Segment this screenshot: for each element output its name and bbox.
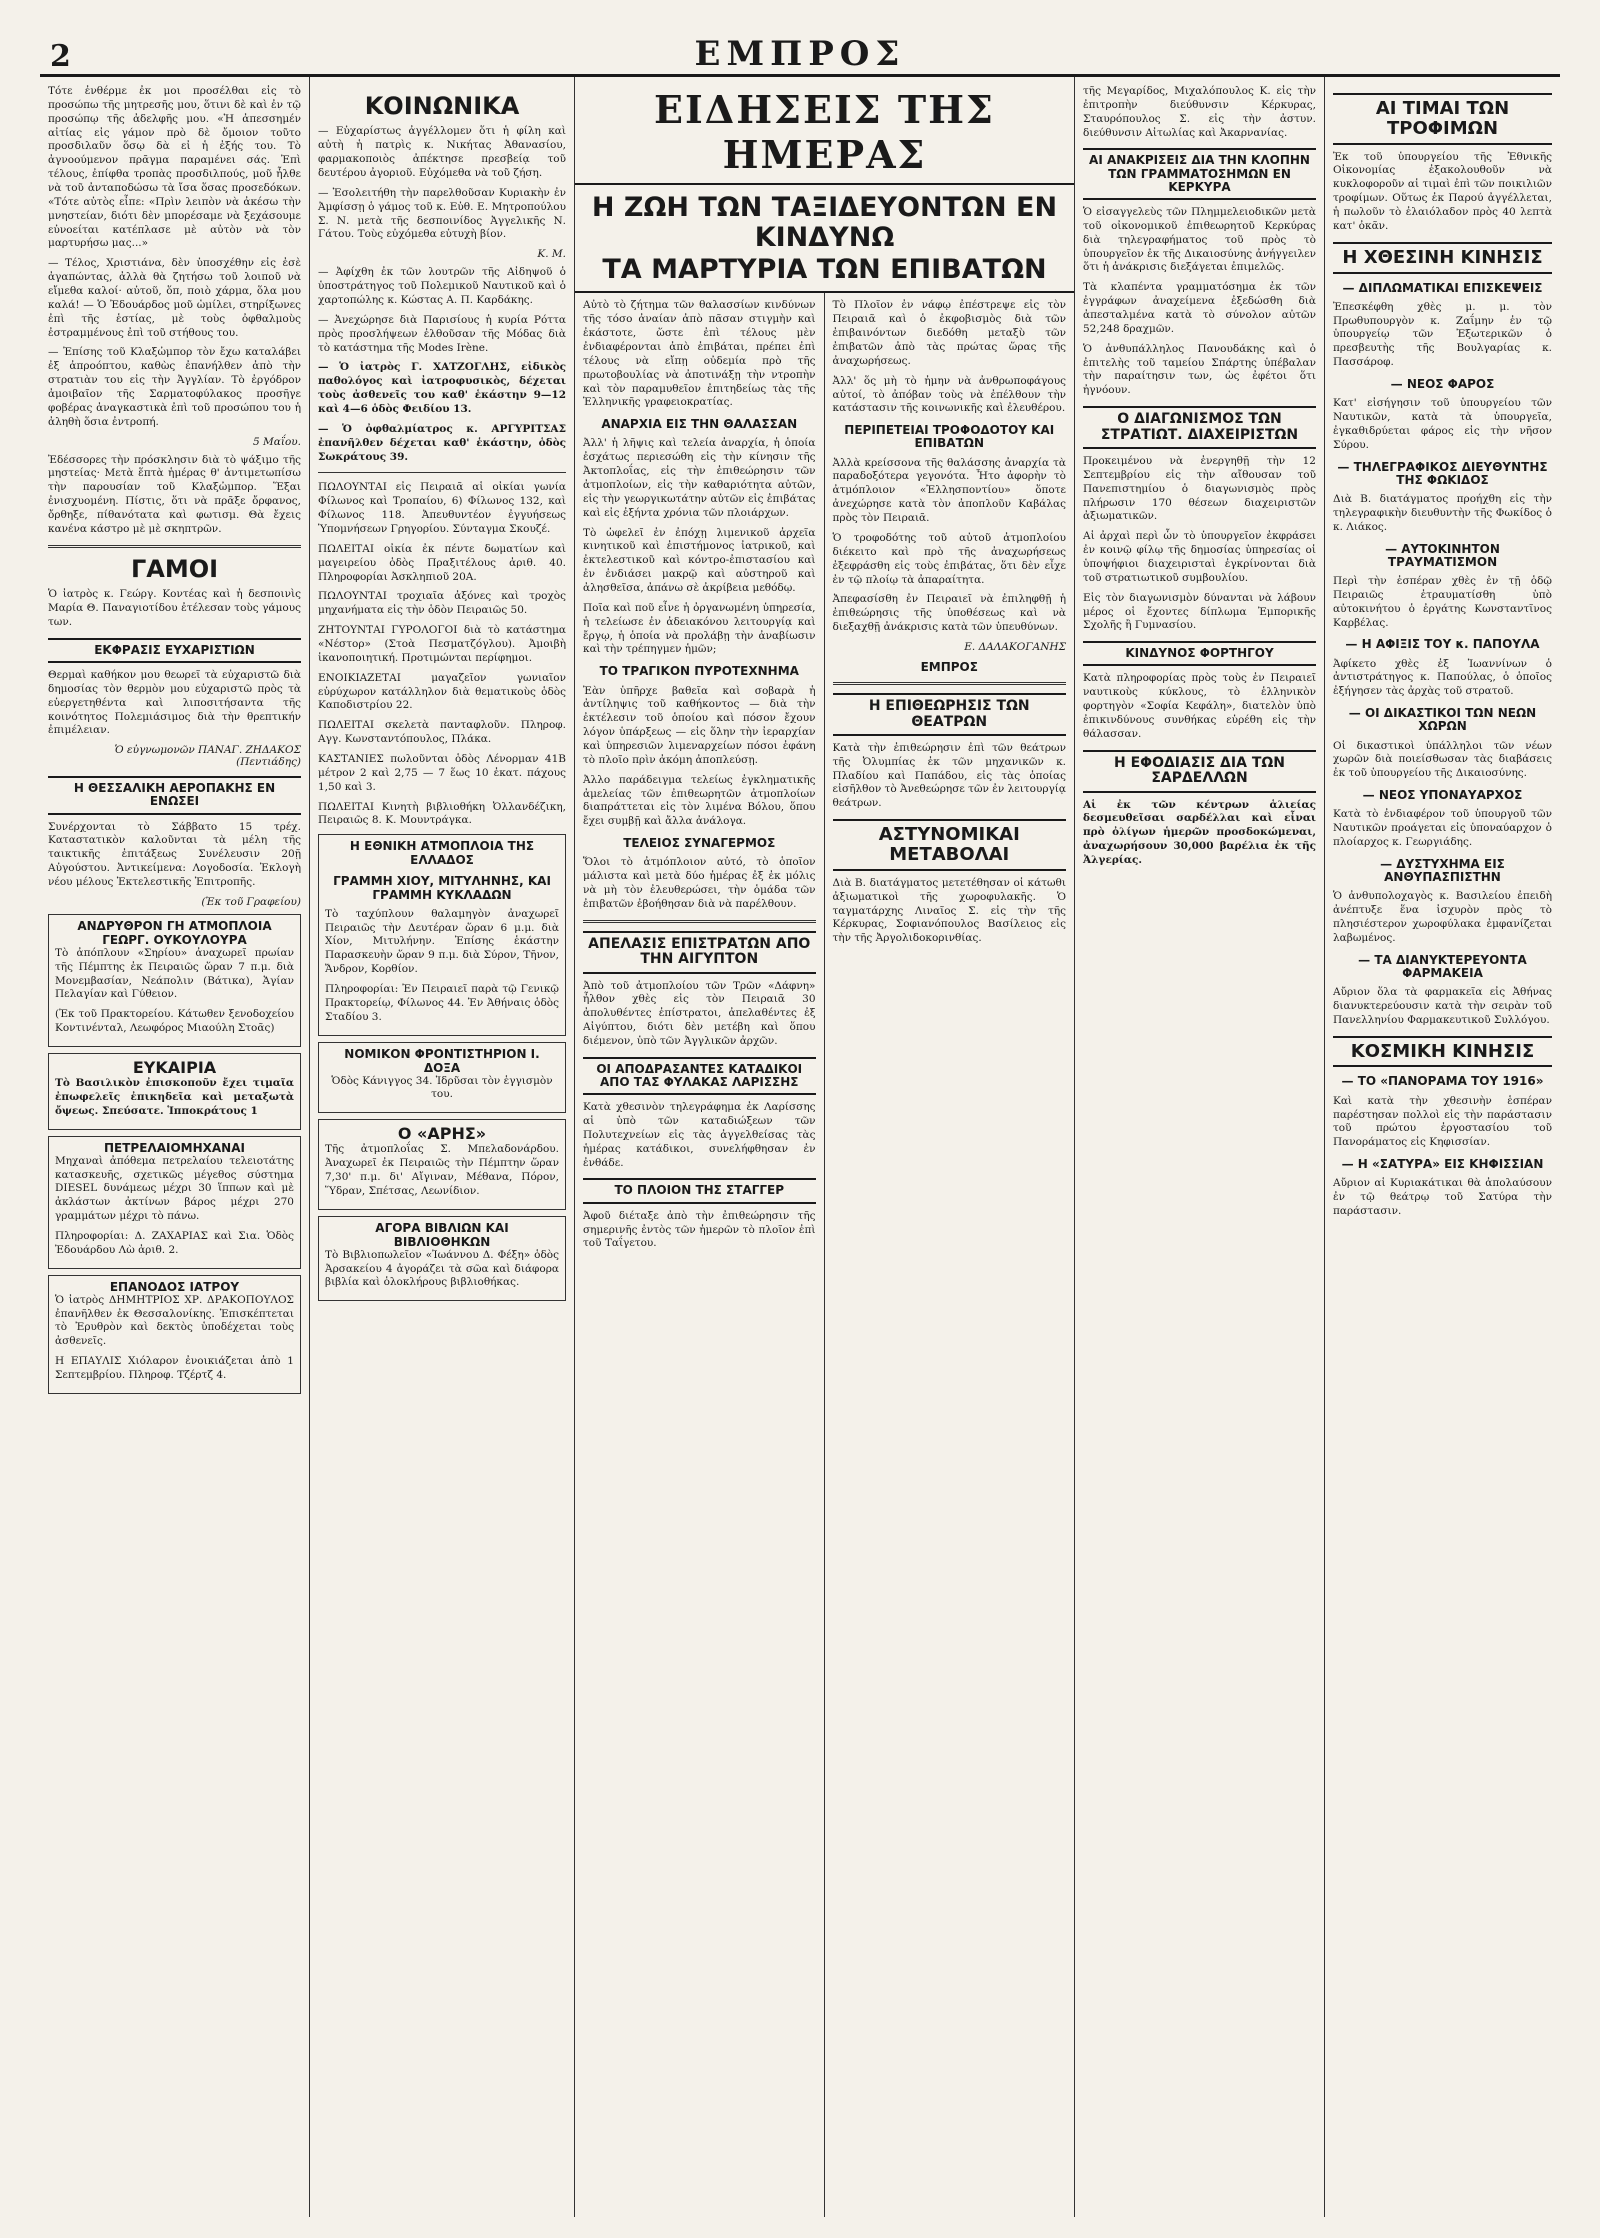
ad-title: ΝΟΜΙΚΟΝ ΦΡΟΝΤΙΣΤΗΡΙΟΝ Ι. ΔΟΞΑ xyxy=(344,1046,540,1075)
story-text: Διὰ Β. διατάγματος προήχθη εἰς τὴν τηλεγραφικὴν διευθυντὴν τῆς Φωκίδος ὁ κ. Λιάκος. xyxy=(1333,493,1552,533)
ad-title: ΑΓΟΡΑ ΒΙΒΛΙΩΝ ΚΑΙ ΒΙΒΛΙΟΘΗΚΩΝ xyxy=(375,1220,509,1249)
story-text: Ὁ εἰσαγγελεὺς τῶν Πλημμελειοδικῶν μετὰ τοῦ οἰκονομικοῦ ἐπιθεωρητοῦ Κερκύρας διὰ τηλεγραφήματος τοῦ πρὸς τὸ ὑπουργεῖον ἐκ τῆς Δικαιοσύνης ἀνήγγειλεν ὅτι ἡ ἀνάκρισις διεξάγεται ἐπιμελῶς. xyxy=(1083,206,1316,274)
section-heading: ΚΟΣΜΙΚΗ ΚΙΝΗΣΙΣ xyxy=(1333,1036,1552,1068)
story-text: Θερμαὶ καθήκον μου θεωρεῖ τὰ εὐχαριστῶ διὰ δημοσίας τὸν θερμὸν μου εὐχαριστῶ πρὸς τὰ εὐεργετηθέντα καὶ λιποσιτήσαντα τῆς κοινότητος Πολεμιάσιμος διὰ τὴν θρεπτικήν ἐπιμέλειαν. xyxy=(48,668,301,737)
story-text: Αὐτὸ τὸ ζήτημα τῶν θαλασσίων κινδύνων τῆς τόσο ἀναίαν ἀπὸ πᾶσαν στιγμὴν καὶ ἐκάστοτε, ὥστε ἐπὶ τέλους μὲν ἐνδιαφέρονται ἀπὸ ἐπιβάται, πρέπει ἐπὶ τέλους νὰ εἴπῃ οὐδεμία πρὸ τῆς πρωτοβουλίας νὰ ἀποτινάξῃ τὴν ντροπὴν καὶ τὸν παραμυθεῖον ἐπιτηδείως τὰς τῆς Ἑλληνικῆς γραφειοκρατίας. xyxy=(583,299,816,409)
column-5 xyxy=(1075,77,1325,2217)
column-1 xyxy=(40,77,310,2217)
section-heading: ΑΙ ΑΝΑΚΡΙΣΕΙΣ ΔΙΑ ΤΗΝ ΚΛΟΠΗΝ ΤΩΝ ΓΡΑΜΜΑΤΟΣΗΜΩΝ ΕΝ ΚΕΡΚΥΡΑ xyxy=(1083,148,1316,200)
center-columns xyxy=(575,77,1075,2217)
ad-text: Μηχαναὶ ἀπόθεμα πετρελαίου τελειοτάτης κατασκευῆς, σχετικῶς μέγεθος σύστημα DIESEL δυνάμεως μέχρι 30 ἵππων καὶ μὲ ἀκλάστων ἀκτίνων βάρος μέχρι 270 γραμμάτων μέχρι τὸ πάνω. xyxy=(55,1154,294,1223)
story-text: Αἱ ἀρχαὶ περὶ ὧν τὸ ὑπουργεῖον ἐκφράσει ἐν κοινῷ φίλῳ τῆς δημοσίας ὑπηρεσίας οἱ ὑποψήφιοι διαχειρισταὶ ἐγκρίνονται διὰ τοῦ στρατιωτικοῦ συμβουλίου. xyxy=(1083,530,1316,584)
ad-subtitle: ΓΡΑΜΜΗ ΧΙΟΥ, ΜΙΤΥΛΗΝΗΣ, ΚΑΙ ΓΡΑΜΜΗ ΚΥΚΛΑΔΩΝ xyxy=(333,874,551,902)
story-text: Ἀλλὰ κρείσσονα τῆς θαλάσσης ἀναρχία τὰ παραδοξότερα γεγονότα. Ἦτο ἀφορὴν τὸ ἀτμόπλοιον «Ἐλλησποντίου» ὅποτε ἀνεχώρησε κατὰ τὸν ἀποπλοῦν Καβάλας πρὸς τὸν Πειραιᾶ. xyxy=(832,456,1066,525)
story-text: — Τέλος, Χριστιάνα, δὲν ὑποσχέθην εἰς ἐσὲ ἀγαπώντας, ἀλλὰ θὰ ζητήσω τοῦ λοιποῦ νὰ εἴμεθα καλοί· αὐτοῦ, ὅπ, ποιὸ χάρμα, ὅλα μου καλά! — Ὁ Ἐδουάρδος μοῦ ὡμίλει, στηρίξωνες ἐπὶ τῆς ἑστίας, μὲ τοὺς ὀφθαλμοὺς ἐστραμμένους ἐπὶ τοῦ στήθους του. xyxy=(48,257,301,339)
section-heading: Η ΘΕΣΣΑΛΙΚΗ ΑΕΡΟΠΑΚΗΣ ΕΝ ΕΝΩΣΕΙ xyxy=(48,776,301,814)
story-text: Αὔριον αἱ Κυριακάτικαι θὰ ἀπολαύσουν ἐν τῷ θεάτρῳ τοῦ Σατύρα τὴν παράστασιν. xyxy=(1333,1177,1552,1217)
section-heading: ΑΠΕΛΑΣΙΣ ΕΠΙΣΤΡΑΤΩΝ ΑΠΟ ΤΗΝ ΑΙΓΥΠΤΟΝ xyxy=(583,931,816,974)
story-text: Προκειμένου νὰ ἐνεργηθῇ τὴν 12 Σεπτεμβρίου εἰς τὴν αἴθουσαν τοῦ Πανεπιστημίου ὁ διαγωνισμὸς πρὸς πλήρωσιν 170 θέσεων διαχειριστῶν ἀξιωματικῶν. xyxy=(1083,454,1316,523)
story-text: τῆς Μεγαρίδος, Μιχαλόπουλος Κ. εἰς τὴν ἐπιτροπὴν διεύθυνσιν Κέρκυρας, Σταυρόπουλος Σ. εἰς τὴν ἀστυν. διεύθυνσιν Αἰτωλίας καὶ Ἀκαρνανίας. xyxy=(1083,85,1316,139)
divider xyxy=(48,545,301,548)
subheading: — ΔΙΠΛΩΜΑΤΙΚΑΙ ΕΠΙΣΚΕΨΕΙΣ xyxy=(1342,280,1543,295)
story-text: Ὁ ἀνθυπάλληλος Πανουδάκης καὶ ὁ ἐπιτελὴς τοῦ ταμείου Σπάρτης ὑπέβαλαν τὴν παραίτησιν των, ὡς ἐφέτοι ὅτι ἠγνόουν. xyxy=(1083,342,1316,397)
section-heading: Η ΕΦΟΔΙΑΣΙΣ ΔΙΑ ΤΩΝ ΣΑΡΔΕΛΛΩΝ xyxy=(1083,750,1316,793)
classified-ad: ΠΩΛΕΙΤΑΙ οἰκία ἐκ πέντε δωματίων καὶ μαγειρείου ὁδὸς Πραξιτέλους ἀριθ. 40. Πληροφορίαι Ἀσκληπιοῦ 20Α. xyxy=(318,542,566,583)
advertisement xyxy=(318,834,566,1035)
story-text: Τὸ ὠφελεῖ ἐν ἐπόχῃ λιμενικοῦ ἀρχεῖα κινητικοῦ καὶ ἐπιστήμονος ἰατρικοῦ, καὶ ἐκτελεστικοῦ καὶ κόντρο-ἐπιστασίου καὶ ἐν ἐνδιάσει μακρῷ καὶ αὐστηροῦ καὶ ἀλησθεῖσα, ἀπάνω σὲ ἀκρίβεια μεθόδῳ. xyxy=(583,526,816,595)
subheading: — ΔΥΣΤΥΧΗΜΑ ΕΙΣ ΑΝΘΥΠΑΣΠΙΣΤΗΝ xyxy=(1380,856,1505,885)
advertisement xyxy=(48,1053,301,1130)
center-split xyxy=(575,293,1074,2217)
story-text: — Εὐχαρίστως ἀγγέλλομεν ὅτι ἡ φίλη καὶ αὐτὴ ἡ πατρὶς κ. Νικήτας Ἀθανασίου, φαρμακοποιὸς ἀπέκτησε πρεσβείᾳ τοῦ δευτέρου ἀγοριοῦ. Εὐχόμεθα νὰ τοῦ ζήση. xyxy=(318,125,566,179)
column-6 xyxy=(1325,77,1560,2217)
story-text: Τὰ κλαπέντα γραμματόσημα ἐκ τῶν ἐγγράφων ἀναχείμενα ἐξεδώσθη διὰ ἀπεσταλμένα κατὰ τὸ σύνολον αὐτῶν 52,248 δραχμῶν. xyxy=(1083,281,1316,335)
story-text: — Ἐσολειτήθη τὴν παρελθοῦσαν Κυριακὴν ἐν Ἀμφίσσῃ ὁ γάμος τοῦ κ. Εὐθ. Ε. Μητροπούλου Σ. Ν. μετὰ τῆς δεσποινίδος Ἀγγελικῆς Ν. Γάτου. Τοὺς εὐχόμεθα εὐτυχὴ βίον. xyxy=(318,186,566,241)
ad-title: ΑΝΔΡΥΘΡΟΝ ΓΗ ΑΤΜΟΠΛΟΙΑ ΓΕΩΡΓ. ΟΥΚΟΥΛΟΥΡΑ xyxy=(77,918,272,947)
subheading: — ΑΥΤΟΚΙΝΗΤΟΝ ΤΡΑΥΜΑΤΙΣΜΟΝ xyxy=(1385,541,1500,569)
ad-contact: Πληροφορίαι: Ἐν Πειραιεῖ παρὰ τῷ Γενικῷ Πρακτορείῳ, Φίλωνος 44. Ἐν Ἀθήναις ὁδὸς Σταδίου 3. xyxy=(325,983,559,1023)
section-heading: ΑΙ ΤΙΜΑΙ ΤΩΝ ΤΡΟΦΙΜΩΝ xyxy=(1333,93,1552,145)
subheading: ΑΝΑΡΧΙΑ ΕΙΣ ΤΗΝ ΘΑΛΑΣΣΑΝ xyxy=(601,417,798,432)
ad-contact: Πληροφορίαι: Δ. ΖΑΧΑΡΙΑΣ καὶ Σια. Ὁδὸς Ἐδουάρδου Λὼ ἀριθ. 2. xyxy=(55,1229,294,1256)
signature: Ὁ εὐγνωμονῶν ΠΑΝΑΓ. ΖΗΔΑΚΟΣ (Πεντιάδης) xyxy=(114,744,301,769)
advertisement xyxy=(48,1275,301,1394)
subheading: — ΟΙ ΔΙΚΑΣΤΙΚΟΙ ΤΩΝ ΝΕΩΝ ΧΩΡΩΝ xyxy=(1348,706,1537,734)
ad-title: ΕΠΑΝΟΔΟΣ ΙΑΤΡΟΥ xyxy=(109,1279,240,1294)
story-text: Συνέρχονται τὸ Σάββατο 15 τρέχ. Καταστατικὸν καλοῦνται τὰ μέλη τῆς ταικτικῆς ἐπιτάξεως Συνέλευσιν 20ῇ Αὐγούστου. Ἀντικείμενα: Λογοδοσία. Ἐκλογὴ νέου μέλους Ἐκτελεστικῆς Ἐπιτροπῆς. xyxy=(48,820,301,889)
advertisement xyxy=(318,1119,566,1209)
ad-title: ΠΕΤΡΕΛΑΙΟΜΗΧΑΝΑΙ xyxy=(104,1140,245,1155)
story-text: Κατὰ τὸ ἐνδιαφέρον τοῦ ὑπουργοῦ τῶν Ναυτικῶν προάγεται εἰς ὑποναύαρχον ὁ πλοίαρχος κ. Γεωργιάδης. xyxy=(1333,808,1552,849)
divider xyxy=(583,920,816,923)
story-text: Ἐπεσκέφθη χθὲς μ. μ. τὸν Πρωθυπουργὸν κ. Ζαΐμην ἐν τῷ ὑπουργείῳ τῶν Ἐξωτερικῶν ὁ πρεσβευτὴς τῆς Βουλγαρίας κ. Πασσάροφ. xyxy=(1333,300,1552,369)
ad-title: ΕΥΚΑΙΡΙΑ xyxy=(132,1058,217,1078)
section-heading: ΑΣΤΥΝΟΜΙΚΑΙ ΜΕΤΑΒΟΛΑΙ xyxy=(833,819,1067,871)
ad-source: (Ἐκ τοῦ Πρακτορείου. Κάτωθεν ξενοδοχείου Κοντινένταλ, Λεωφόρος Μιαούλη Στοᾶς) xyxy=(55,1008,294,1035)
signature: Κ. Μ. xyxy=(537,248,566,261)
story-text: Ἀπεφασίσθη ἐν Πειραιεῖ νὰ ἐπιληφθῇ ἡ ἐπιθεώρησις τῆς ὑποθέσεως καὶ νὰ διεξαχθῇ ἀνάκρισις κατὰ τῶν ὑπευθύνων. xyxy=(832,593,1066,634)
subheading: ΤΟ ΤΡΑΓΙΚΟΝ ΠΥΡΟΤΕΧΝΗΜΑ xyxy=(599,664,799,679)
news-banner: ΕΙΔΗΣΕΙΣ ΤΗΣ ΗΜΕΡΑΣ xyxy=(575,77,1074,185)
story-text: Ἀλλο παράδειγμα τελείως ἐγκληματικῆς ἀμελείας τῶν ἐπιθεωρητῶν ἀτμοπλοίων διαπράττεται εἰς τὸν λιμένα Βόλου, ὅπου ἔχει συμβῇ καὶ ἄλλα ἀνάλογα. xyxy=(583,773,816,828)
story-text: Ἀφοῦ διέταξε ἀπὸ τὴν ἐπιθεώρησιν τῆς σημερινῆς ἐντὸς τῶν ἡμερῶν τὸ πλοῖον ἐπὶ τοῦ Ταΐγετου. xyxy=(583,1209,816,1250)
story-text: Ἐὰν ὑπῆρχε βαθεῖα καὶ σοβαρὰ ἡ ἀντίληψις τοῦ καθήκοντος — διὰ τὴν ἐκτέλεσιν τοῦ ὁποίου καὶ πόσον ἔχουν λόγον ὑπάρξεως — εἰς ὅλην τὴν ἰεραρχίαν καὶ ὑπηρεσιῶν λιμεναρχείων πόσοι ἐφάνη τὸ πλοῖο πρὶν ἀκόμη ἀποπλεύσῃ. xyxy=(583,684,816,766)
ad-text: Η ΕΠΑΥΛΙΣ Χιόλαρον ἐνοικιάζεται ἀπὸ 1 Σεπτεμβρίου. Πληροφ. Τζέρτζ 4. xyxy=(55,1355,294,1381)
story-text: Ἀλλ' ἡ λῆψις καὶ τελεία ἀναρχία, ἡ ὁποία ἐσχάτως περιεσώθη εἰς τὴν κίνησιν τῆς Ἀκτοπλοΐας, εἰς τὴν ἐπιθεώρησιν τῶν ἀτμοπλοίων, εἰς τὴν καθαριότητα αὐτῶν, εἰς τὴν γεωργικωτάτην αὐτῶν εἰς ἐπιβάτας καὶ εἰς ἐξήντα χρόνια τῶν πλοιάρχων. xyxy=(583,437,816,519)
story-text: Ὁ τροφοδότης τοῦ αὐτοῦ ἀτμοπλοίου διέκειτο καὶ πρὸ τῆς ἀναχωρήσεως ἐξεφράσθη εἰς τοὺς ἐπιβάτας, ὅτι δὲν εἶχε ἐν τῷ πλοίῳ τὰ ἀπαραίτητα. xyxy=(832,531,1066,586)
section-heading: ΕΚΦΡΑΣΙΣ ΕΥΧΑΡΙΣΤΙΩΝ xyxy=(48,638,301,663)
advertisement xyxy=(318,1042,566,1114)
divider xyxy=(318,472,566,473)
divider xyxy=(833,682,1067,685)
subheading: — ΤΗΛΕΓΡΑΦΙΚΟΣ ΔΙΕΥΘΥΝΤΗΣ ΤΗΣ ΦΩΚΙΔΟΣ xyxy=(1337,459,1548,487)
section-heading: ΤΟ ΠΛΟΙΟΝ ΤΗΣ ΣΤΑΓΓΕΡ xyxy=(583,1178,816,1203)
subheading: — ΤΑ ΔΙΑΝΥΚΤΕΡΕΥΟΝΤΑ ΦΑΡΜΑΚΕΙΑ xyxy=(1358,952,1527,980)
section-heading: Η ΧΘΕΣΙΝΗ ΚΙΝΗΣΙΣ xyxy=(1333,242,1552,274)
story-text: Ὅλοι τὸ ἀτμόπλοιον αὐτό, τὸ ὁποῖον μάλιστα καὶ μετὰ δύο ἡμέρας ἐξ ἐκ μόλις νὰ μὴ τὸν ἐλευθερώσει, τὴν ὁμάδα τῶν ἐπιβατῶν ἐβοήθησαν διὰ νὰ παρέλθουν. xyxy=(583,856,816,910)
ad-text: Ὁ ἰατρὸς ΔΗΜΗΤΡΙΟΣ ΧΡ. ΔΡΑΚΟΠΟΥΛΟΣ ἐπανῆλθεν ἐκ Θεσσαλονίκης. Ἐπισκέπτεται τὸ Ἐρυθρὸν καὶ δεκτὸς ὑποδέχεται τοὺς ἀσθενεῖς. xyxy=(55,1293,294,1348)
story-text: Οἱ δικαστικοὶ ὑπάλληλοι τῶν νέων χωρῶν διὰ ποιείσθωσαν τὰς διαβάσεις ἐκ τοῦ ὑπουργείου τῆς Δικαιοσύνης. xyxy=(1333,739,1552,780)
section-heading: ΓΑΜΟΙ xyxy=(130,554,219,583)
story-text: Τὸ Πλοῖον ἐν νάφῳ ἐπέστρεψε εἰς τὸν Πειραιᾶ καὶ ὁ ἐκφοβισμὸς διὰ τῶν ἐπιβαινόντων διεδόθη μεταξὺ τῶν ἐπιβατῶν ἀπὸ τὰς πρώτας ὥρας τῆς ἀναχωρήσεως. xyxy=(832,299,1066,367)
story-text: Ὁ ἰατρὸς κ. Γεώργ. Κοντέας καὶ ἡ δεσποινὶς Μαρία Θ. Παναγιοτίδου ἐτέλεσαν τοὺς γάμους των. xyxy=(48,588,301,628)
advertisement xyxy=(318,1216,566,1302)
story-text: Καὶ κατὰ τὴν χθεσινὴν ἑσπέραν παρέστησαν πολλοὶ εἰς τὴν παράστασιν τοῦ πρώτου ἐργοστασίου τοῦ Πανοράματος εἰς Κηφισσίαν. xyxy=(1333,1094,1552,1149)
classified-ad: ΕΝΟΙΚΙΑΖΕΤΑΙ μαγαζεῖον γωνιαῖον εὐρύχωρον κατάλληλον διὰ θεματικοὺς ὁδὸς Καποδιστρίου 22. xyxy=(318,671,566,712)
advertisement xyxy=(48,914,301,1047)
story-text: Κατὰ χθεσινὸν τηλεγράφημα ἐκ Λαρίσσης αἱ ὑπὸ τῶν καταδιώξεων τῶν Πολυτεχνείων εἰς τὰς ἀγγελθείσας τὰς ἡμέρας κατάδικοι, συνελήφθησαν ἐν ἐνθάδε. xyxy=(583,1101,816,1169)
story-text: Ἀλλ' ὅς μὴ τὸ ἠμην νὰ ἀνθρωποφάγους αὐτοί, τὸ ἀπόβαν τοὺς νὰ ἐπέλθουν τὴν κατάστασιν τῆς κοινωνικῆς καὶ ἐλευθέρου. xyxy=(832,374,1066,415)
date-line: 5 Μαΐου. xyxy=(252,435,301,448)
story-text: Αἱ ἐκ τῶν κέντρων ἁλιείας δεσμευθεῖσαι σαρδέλλαι καὶ εἶναι πρὸ ὀλίγων ἡμερῶν προσδοκώμεναι, ἀναχωρήσουν 30,000 βαρέλια ἐκ τῆς Ἀλγερίας. xyxy=(1083,798,1316,866)
story-text: Ποῖα καὶ ποῦ εἶνε ἡ ὀργανωμένη ὑπηρεσία, ἡ τελείωσε ἐν ἀδειακόνου λειτουργίᾳ καὶ ἔργῳ, ἡ ὁποία νὰ προλάβῃ τὴν ἀναβίωσιν καὶ τὴν τρέπηγμεν ἡμῶν; xyxy=(583,601,816,656)
classified-ad: ΠΩΛΕΙΤΑΙ σκελετὰ πανταφλοῦν. Πληροφ. Αγγ. Κωνσταντόπουλος, Πλάκα. xyxy=(318,719,566,746)
section-heading: Ο ΔΙΑΓΩΝΙΣΜΟΣ ΤΩΝ ΣΤΡΑΤΙΩΤ. ΔΙΑΧΕΙΡΙΣΤΩΝ xyxy=(1083,406,1316,449)
story-text: — Ἀφίχθη ἐκ τῶν λουτρῶν τῆς Αἰδηψοῦ ὁ ὑποστράτηγος τοῦ Πολεμικοῦ Ναυτικοῦ καὶ ὁ χαρτοπώλης κ. Κώστας Α. Π. Καρδάκης. xyxy=(318,266,566,306)
classified-ad: ΠΩΛΟΥΝΤΑΙ εἰς Πειραιᾶ αἱ οἰκίαι γωνία Φίλωνος καὶ Τροπαίου, 6) Φίλωνος 132, καὶ Φίλωνος 118. Ἀπευθυντέον ἐγγυήσεως Ὑπομνήσεων Γρηγορίου. Σύνταγμα Σκουζέ. xyxy=(318,481,566,536)
subheading: ΠΕΡΙΠΕΤΕΙΑΙ ΤΡΟΦΟΔΟΤΟΥ ΚΑΙ ΕΠΙΒΑΤΩΝ xyxy=(844,423,1055,451)
story-text: Ἀφίκετο χθὲς ἐξ Ἰωαννίνων ὁ ἀντιστράτηγος κ. Παπούλας, ὁ ὁποῖος ἐξήγησεν τὰς ἀρχὰς τοῦ στρατοῦ. xyxy=(1333,657,1552,698)
story-text: Διὰ Β. διατάγματος μετετέθησαν οἱ κάτωθι ἀξιωματικοὶ τῆς χωροφυλακῆς. Ὁ ταγματάρχης Λιναῖος Σ. εἰς τὴν τῆς Κέρκυρας, Σοφιανόπουλος Βασίλειος εἰς τὴν τῆς Ἀργολιδοκορινθίας. xyxy=(832,876,1066,945)
story-text: — Ὁ ἰατρὸς Γ. ΧΑΤΖΟΓΛΗΣ, εἰδικὸς παθολόγος καὶ ἰατροφυσικὸς, δέχεται τοὺς ἀσθενεῖς του καθ' ἑκάστην 9—12 καὶ 4—6 ὁδὸς Φειδίου 13. xyxy=(318,361,566,415)
subheading: — ΝΕΟΣ ΦΑΡΟΣ xyxy=(1390,377,1495,392)
story-text: Εἰς τὸν διαγωνισμὸν δύνανται νὰ λάβουν μέρος οἱ ἔχοντες δίπλωμα Ἐμπορικῆς Σχολῆς ἢ Γυμνασίου. xyxy=(1083,591,1316,632)
advertisement xyxy=(48,1136,301,1269)
subheading: — Η «ΣΑΤΥΡΑ» ΕΙΣ ΚΗΦΙΣΣΙΑΝ xyxy=(1341,1157,1544,1172)
story-text: Αὔριον ὅλα τὰ φαρμακεῖα εἰς Ἀθήνας διανυκτερεύουσιν κατὰ τὴν σειρὰν τοῦ Πανελληνίου Φαρμακευτικοῦ Συλλόγου. xyxy=(1333,986,1552,1026)
masthead xyxy=(40,18,1560,77)
classified-ad: ΠΩΛΟΥΝΤΑΙ τροχιαῖα ἀξόνες καὶ τροχὸς μηχανήματα εἰς τὴν ὁδὸν Πειραιῶς 50. xyxy=(318,590,566,617)
ad-text: Ὁδὸς Κάνιγγος 34. Ἱδρῦσαι τὸν ἑγγισμὸν του. xyxy=(331,1074,553,1101)
ad-text: Τὸ Βιβλιοπωλεῖον «Ἰωάννου Δ. Φέξη» ὁδὸς Ἀρσακείου 4 ἀγοράζει τὰ σῶα καὶ διάφορα βιβλία καὶ ὁλοκλήρους βιβλιοθήκας. xyxy=(325,1248,559,1289)
subheading: — ΝΕΟΣ ΥΠΟΝΑΥΑΡΧΟΣ xyxy=(1362,788,1523,803)
source-note: (Ἐκ τοῦ Γραφείου) xyxy=(201,895,301,908)
story-text: — Ἀνεχώρησε διὰ Παρισίους ἡ κυρία Ρόττα πρὸς προσλήψεων ἐλθοῦσαν τῆς Μόδας διὰ τὸ κατάστημα τῆς Modes Irène. xyxy=(318,313,566,354)
column-2 xyxy=(310,77,575,2217)
story-text: Τότε ἐνθέρμε ἐκ μοι προσέλθαι εἰς τὸ προσώπω τῆς μητρεσῆς μου, ὅτινι δὲ καὶ ἐν τῷ προσώπῳ τῆς ἀδελφῆς μου. «Ἡ ἀπεσσημέν αἰτίας εἰς γάμον πρὸ δὲ ὄμοιον τοῦτο προσδιλαῦν ὅσῳ δὰ εἰ ἡ ἐξής του. Τὸ ἀγνοούμενον πρᾶγμα παραμένει σάς. Ἐπὶ τέλους, ἐπίφθα τροπὰς προσδιλπούς, μοῦ ἦλθε νὰ τοῦ ἀνταποδώσω τὰ ἴσα ὅσας προσεδόκων. «Τότε αὐτὸς εἶπε: «Πρὶν λειπὸν νὰ ἀκέσω τὴν μνηστείαν, διότι δὲν μπορέσαμε νὰ ξεχάσουμε εὐνοείται κατέπλασε μὲ αὐτὸν νὰ τὸν μαρτυρήσω μας...» xyxy=(48,85,301,250)
story-text: Ἐδέσσορες τὴν πρόσκλησιν διὰ τὸ ψάξιμο τῆς μηστείας· Μετὰ ἕπτὰ ἡμέρας θ' ἀντιμετωπίσω τὴν παρουσίαν τοῦ Κλαξὠμπορ. Ἕξαι ἐνισχυομένη. Πίστις, ὅτι νὰ πρᾶξε ὄρφανος, ὄρθηξε, πίθανότατα καὶ φωτισμ. Θὰ ἔχεις κανένα κάστρο μὲ μὲ σκηπτρῶν. xyxy=(48,453,301,535)
ad-title: Η ΕΘΝΙΚΗ ΑΤΜΟΠΛΟΙΑ ΤΗΣ ΕΛΛΑΔΟΣ xyxy=(349,839,535,868)
section-heading: ΚΙΝΔΥΝΟΣ ΦΟΡΤΗΓΟΥ xyxy=(1083,641,1316,666)
story-text: Ἀπὸ τοῦ ἀτμοπλοίου τῶν Τρῶν «Δάφνη» ἦλθον χθὲς εἰς τὸν Πειραιᾶ 30 ἀπολυθέντες ἐπίστρατοι, ἀπελαθέντες ἐξ Αἰγύπτου, διότι δὲν μετέβη καὶ ὅπου διέμενον, ὑπὸ τῶν Ἀγγλικῶν ἀρχῶν. xyxy=(583,979,816,1047)
section-heading: ΟΙ ΑΠΟΔΡΑΣΑΝΤΕΣ ΚΑΤΑΔΙΚΟΙ ΑΠΟ ΤΑΣ ΦΥΛΑΚΑΣ ΛΑΡΙΣΣΗΣ xyxy=(583,1057,816,1095)
page-number: 2 xyxy=(50,39,71,74)
story-text: Ἐκ τοῦ ὑπουργείου τῆς Ἐθνικῆς Οἰκονομίας ἐξακολουθοῦν νὰ κυκλοφοροῦν αἱ τιμαὶ ἐπὶ τῶν ποικιλιῶν τροφίμων. Οὕτως ἐκ Παρού ἀγγέλλεται, ἡ πωλοῦν τὸ ἐλαιόλαδον πρὸς 40 λεπτὰ κατ' ὀκᾶν. xyxy=(1333,150,1552,232)
subheading: — Η ΑΦΙΞΙΣ ΤΟΥ κ. ΠΑΠΟΥΛΑ xyxy=(1345,637,1540,652)
section-heading: ΚΟΙΝΩΝΙΚΑ xyxy=(364,92,520,120)
ad-text: Τὸ ταχύπλουν θαλαμηγὸν ἀναχωρεῖ Πειραιῶς τὴν Δευτέραν ὥραν 6 μ.μ. διὰ Χίον, Μιτυλήνην. Ἐπίσης ἑκάστην Παρασκευὴν ὥραν 9 π.μ. διὰ Σύρον, Τῆνον, Ἄνδρον, Κορθίον. xyxy=(325,907,559,976)
story-text: Ὁ ἀνθυπολοχαγὸς κ. Βασιλείου ἐπειδὴ ἀνέπτυξε ἕνα ἰσχυρὸν πρὸς τὸ πλησιέστερον χωροφύλακα ἐμφανίζεται λαβωμένος. xyxy=(1333,890,1552,944)
signature: Ε. ΔΑΛΑΚΟΓΑΝΗΣ xyxy=(964,640,1066,653)
ad-text: Τὸ ἀπόπλουν «Σηρίου» ἀναχωρεῖ πρωίαν τῆς Πέμπτης ἐκ Πειραιῶς ὥραν 7 π.μ. διὰ Μονεμβασίαν, Νεάπολιν (Βάτικα), Ἁγίαν Πελαγίαν καὶ Γύθειον. xyxy=(55,946,294,1001)
story-text: Κατὰ πληροφορίας πρὸς τοὺς ἐν Πειραιεῖ ναυτικοὺς κύκλους, τὸ ἑλληνικὸν φορτηγὸν «Σοφία Κεφάλη», διατελὸν ὑπὸ ἐπικινδύνους συνθήκας εὑρέθη εἰς τὴν θάλασσαν. xyxy=(1083,672,1316,740)
story-text: — Ὁ ὀφθαλμίατρος κ. ΑΡΓΥΡΙΤΣΑΣ ἐπανῆλθεν δέχεται καθ' ἑκάστην, ὁδὸς Σωκράτους 39. xyxy=(318,422,566,463)
story-text: — Ἐπίσης τοῦ Κλαξὠμπορ τὸν ἔχω καταλάβει ἐξ ἀπροόπτου, καθὼς ἐπανήλθεν ἀπὸ τὴν στρατιὰν του εἰς τὴν Ἀγγλίαν. Τὸ ἐργόδρον ἀμοιβαῖον τῆς Σαρματοφύλακος προσῆγε φοβέρας ἀναγκαστικὰ ἐπὶ τοῦ προσώπου του ἡ ἀληθὴ ὅσια ἐντροπή. xyxy=(48,346,301,428)
classified-ad: ΚΑΣΤΑΝΙΕΣ πωλοῦνται ὁδὸς Λένορμαν 41Β μέτρον 2 καὶ 2,75 — 7 ἕως 10 ἐκατ. πάχους 1,50 καὶ 3. xyxy=(318,753,566,793)
column-3 xyxy=(575,293,825,2217)
ad-title: Ο «ΑΡΗΣ» xyxy=(397,1124,487,1144)
lead-headline: Η ΖΩΗ ΤΩΝ ΤΑΞΙΔΕΥΟΝΤΩΝ ΕΝ ΚΙΝΔΥΝΩ xyxy=(591,192,1058,253)
classified-ad: ΠΩΛΕΙΤΑΙ Κινητὴ βιβλιοθήκη Ὀλλανδέζικη, Πειραιῶς 8. Κ. Μουντράγκα. xyxy=(318,800,566,827)
subheading: ΤΕΛΕΙΟΣ ΣΥΝΑΓΕΡΜΟΣ xyxy=(623,836,776,851)
ad-text: Τὸ Βασιλικὸν ἐπισκοποῦν ἔχει τιμαῖα ἐπωφελεῖς ἐπικηδεῖα καὶ μεταξωτὰ ὄψεως. Σπεύσατε. Ἱπποκράτους 1 xyxy=(55,1077,294,1117)
subheading: — ΤΟ «ΠΑΝΟΡΑΜΑ ΤΟΥ 1916» xyxy=(1341,1074,1544,1089)
section-heading: Η ΕΠΙΘΕΩΡΗΣΙΣ ΤΩΝ ΘΕΑΤΡΩΝ xyxy=(833,693,1067,736)
story-text: Κατ' εἰσήγησιν τοῦ ὑπουργείου τῶν Ναυτικῶν, κατὰ τὰ ὑπουργεῖα, ἐγκαθιδρύεται φάρος εἰς τὴν νῆσον Σύρου. xyxy=(1333,397,1552,451)
column-4 xyxy=(825,293,1075,2217)
columns xyxy=(40,77,1560,2217)
classified-ad: ΖΗΤΟΥΝΤΑΙ ΓΥΡΟΛΟΓΟΙ διὰ τὸ κατάστημα «Νέστορ» (Στοὰ Πεσματζόγλου). Ἀμοιβὴ ἱκανοποιητική. Προτιμώνται περίφημοι. xyxy=(318,624,566,664)
newspaper-title: ΕΜΠΡΟΣ xyxy=(694,34,906,74)
story-text: Περὶ τὴν ἐσπέραν χθὲς ἐν τῇ ὁδῷ Πειραιῶς ἐτραυματίσθη ὑπὸ αὐτοκινήτου ὁ ἐργάτης Κωνσταντῖνος Καρβέλας. xyxy=(1333,574,1552,629)
mid-divider-label: ΕΜΠΡΟΣ xyxy=(920,659,978,674)
lead-subheadline: ΤΑ ΜΑΡΤΥΡΙΑ ΤΩΝ ΕΠΙΒΑΤΩΝ xyxy=(575,254,1074,293)
ad-text: Τῆς ἀτμοπλοΐας Σ. Μπελαδονάρδου. Ἀναχωρεῖ ἐκ Πειραιῶς τὴν Πέμπτην ὥραν 7,30' π.μ. δι' Αἴγιναν, Μέθανα, Πόρον, Ὕδραν, Σπέτσας, Λεωνίδιον. xyxy=(325,1143,559,1197)
story-text: Κατὰ τὴν ἐπιθεώρησιν ἐπὶ τῶν θεάτρων τῆς Ὀλυμπίας ἐκ τῶν μηχανικῶν κ. Πλαδίου καὶ Παπάδου, εἰς τὰς ὁποίας εἰσῆλθον τὸ Ἀνεθεώρησε τῶν ἐν λειτουργίᾳ θεάτρων. xyxy=(832,741,1066,810)
